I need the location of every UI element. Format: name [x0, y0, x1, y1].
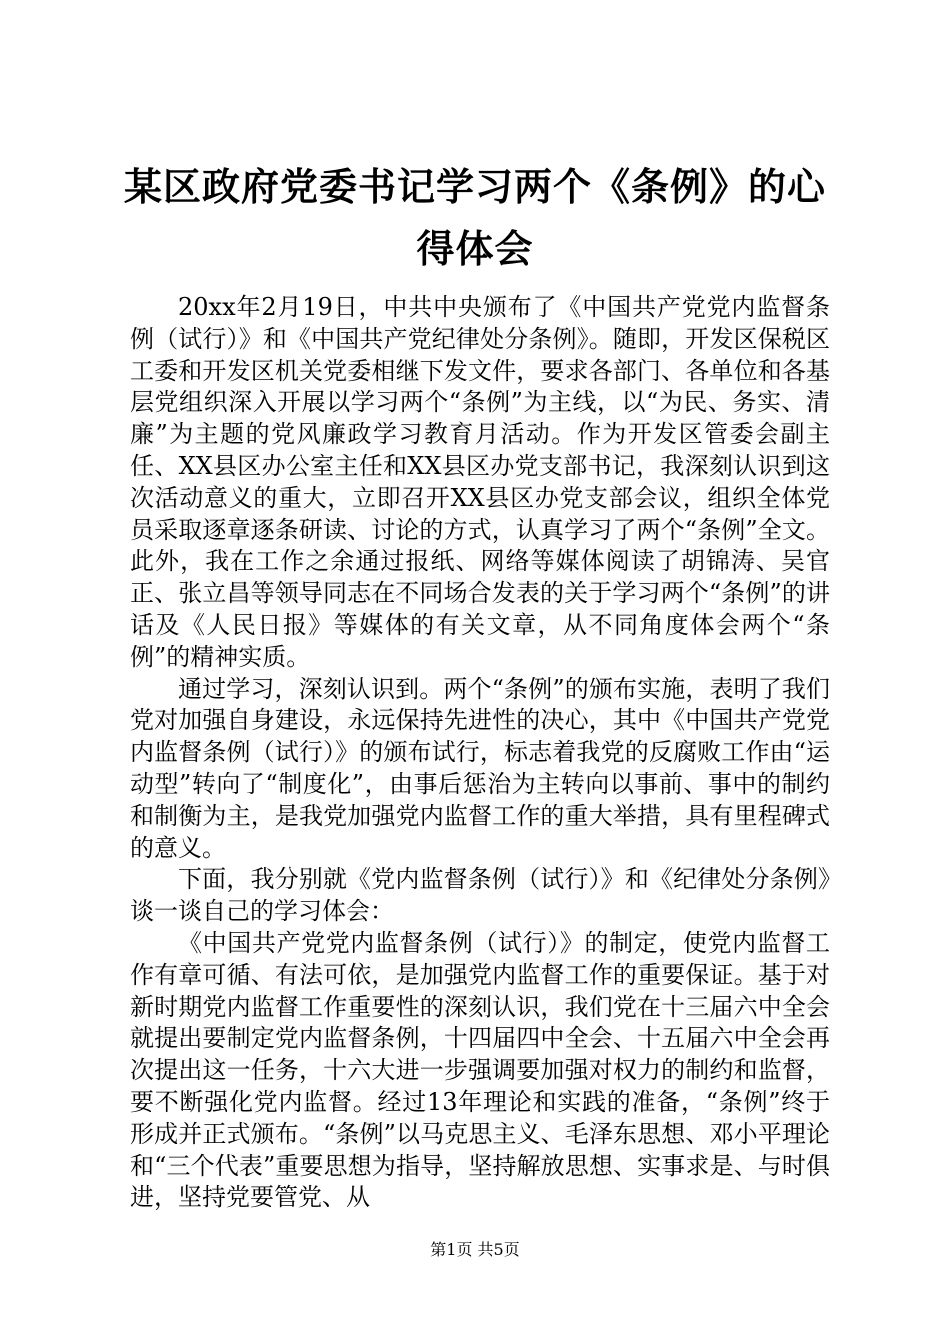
page-number-footer: 第1页 共5页 — [430, 1240, 520, 1259]
document-title: 某区政府党委书记学习两个《条例》的心得体会 — [123, 164, 826, 271]
paragraph: 通过学习，深刻认识到。两个“条例”的颁布实施，表明了我们党对加强自身建设，永远保持先进性的决心，其中《中国共产党党内监督条例（试行）》的颁布试行，标志着我党的反腐败工作由“运动型”转向了“制度化”，由事后惩治为主转向以事前、事中的制约和制衡为主，是我党加强党内监督工作的重大举措，具有里程碑式的意义。 — [130, 674, 830, 862]
document-body — [130, 292, 830, 1214]
paragraph: 下面，我分别就《党内监督条例（试行）》和《纪律处分条例》谈一谈自己的学习体会： — [130, 865, 830, 926]
paragraph: 20xx年2月19日，中共中央颁布了《中国共产党党内监督条例（试行）》和《中国共产党纪律处分条例》。随即，开发区保税区工委和开发区机关党委相继下发文件，要求各部门、各单位和各基层党组织深入开展以学习两个“条例”为主线，以“为民、务实、清廉”为主题的党风廉政学习教育月活动。作为开发区管委会副主任、XX县区办公室主任和XX县区办党支部书记，我深刻认识到这次活动意义的重大，立即召开XX县区办党支部会议，组织全体党员采取逐章逐条研读、讨论的方式，认真学习了两个“条例”全文。此外，我在工作之余通过报纸、网络等媒体阅读了胡锦涛、吴官正、张立昌等领导同志在不同场合发表的关于学习两个“条例”的讲话及《人民日报》等媒体的有关文章，从不同角度体会两个“条例”的精神实质。 — [130, 293, 830, 671]
paragraph: 《中国共产党党内监督条例（试行）》的制定，使党内监督工作有章可循、有法可依，是加强党内监督工作的重要保证。基于对新时期党内监督工作重要性的深刻认识，我们党在十三届六中全会就提出要制定党内监督条例，十四届四中全会、十五届六中全会再次提出这一任务，十六大进一步强调要加强对权力的制约和监督，要不断强化党内监督。经过13年理论和实践的准备，“条例”终于形成并正式颁布。“条例”以马克思主义、毛泽东思想、邓小平理论和“三个代表”重要思想为指导，坚持解放思想、实事求是、与时俱进，坚持党要管党、从 — [130, 928, 830, 1212]
